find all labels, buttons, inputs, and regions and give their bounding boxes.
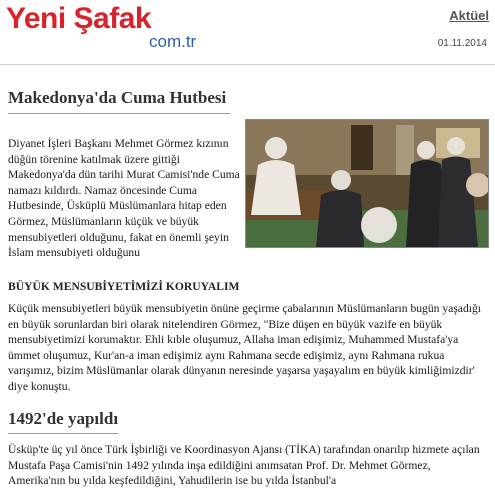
article-paragraph-2: Üsküp'te üç yıl önce Türk İşbirliği ve Koordinasyon Ajansı (TİKA) tarafından onarılıp hizmete açılan Mustafa Paşa Camisi'nin 1492 yılında inşa edildiğini anımsatan Prof. Dr. Mehmet Görmez, Amerika'nın bu yılda keşfedildiğini, Yahudilerin ise bu yılda İstanbul'a [8, 443, 480, 488]
section-heading-2: 1492'de yapıldı [8, 409, 119, 428]
logo-safak: Şafak [73, 2, 152, 35]
title-underline [8, 113, 230, 114]
logo-yeni: Yeni [6, 2, 74, 35]
publish-date: 01.11.2014 [437, 38, 487, 49]
article-lead: Diyanet İşleri Başkanı Mehmet Görmez kızının düğün törenine katılmak üzere gittiği Makedonya'da dün tarihi Murat Camisi'nde Cuma namazı kıldırdı. Namaz öncesinde Cuma Hutbesinde, Üsküplü Müslümanlara hitap eden Görmez, Müslümanların küçük ve büyük mensubiyetleri olduğunu, fakat en önemli şeyin İslam mensubiyeti olduğunu [8, 137, 240, 260]
article-paragraph-1: Küçük mensubiyetleri büyük mensubiyetin önüne geçirme çabalarının Müslümanların bugün yaşadığı en büyük sorunlardan biri olarak nitelendiren Görmez, "Bize düşen en büyük vazife en büyük mensubiyetimizi korumaktır. Ehli kıble oluşumuz, Allaha iman edişimiz, Muhammed Mustafa'ya ümmet oluşumuz, Kur'an-a iman edişimiz aynı Rahmana secde edişimiz, aynı Rahmana rukua varışımız, bizim Müslümanlar olarak dünyanın neresinde yaşarsa yaşayalım en büyük kimliğimizdir' diye konuştu. [8, 302, 481, 393]
site-logo[interactable] [6, 2, 216, 58]
logo-wordmark [6, 2, 151, 36]
section-heading-1: BÜYÜK MENSUBİYETİMİZİ KORUYALIM [8, 280, 240, 293]
section-link[interactable]: Aktüel [449, 8, 489, 23]
header-divider [0, 64, 495, 65]
article-title: Makedonya'da Cuma Hutbesi [8, 88, 227, 107]
article-photo [245, 119, 489, 248]
heading-2-underline [8, 433, 118, 434]
logo-domain: com.tr [149, 32, 197, 51]
photo-illustration [246, 120, 488, 247]
